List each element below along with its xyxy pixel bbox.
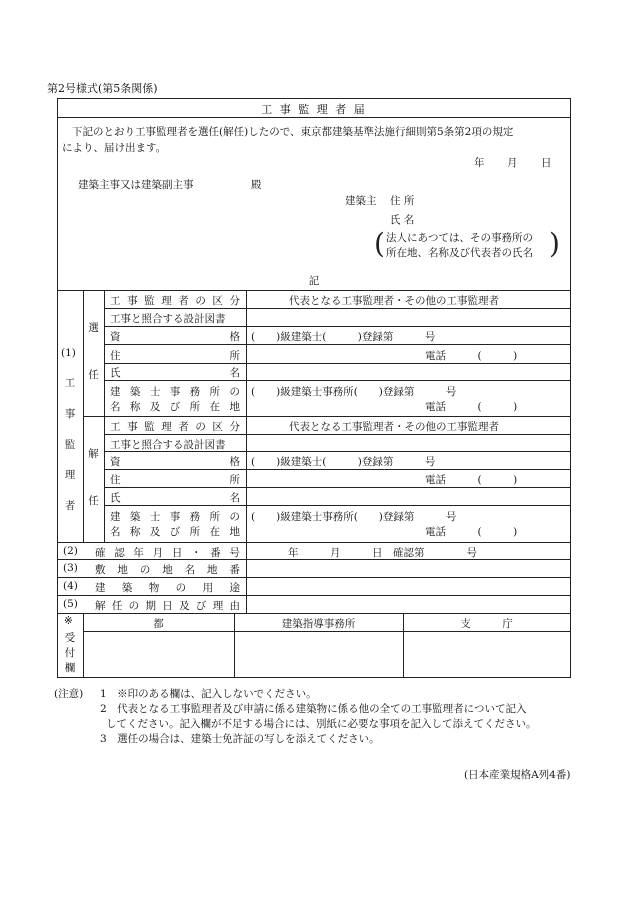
appointed-char: 選 xyxy=(88,322,99,334)
dismissed-category-value: 代表となる工事監理者・その他の工事監理者 xyxy=(289,421,499,433)
intro-line-2: により、届け出ます。 xyxy=(62,142,167,154)
section1-char: 工 xyxy=(64,377,76,389)
reception-col-to: 都 xyxy=(153,618,164,630)
rule xyxy=(57,613,571,614)
section1-bottom xyxy=(57,542,571,543)
section1-char: 理 xyxy=(64,469,76,482)
dismissed-char: 解 xyxy=(88,448,99,460)
appointed-drawings-label: 工事と照合する設計図書 xyxy=(110,313,226,325)
appointed-qualification-label: 資 格 xyxy=(110,331,240,343)
dismissed-qualification-value: ( )級建築士( )登録第 号 xyxy=(251,456,436,468)
frame-right xyxy=(570,98,571,678)
addressee-label: 建築主事又は建築副主事 xyxy=(78,179,194,191)
note-3: 3 選任の場合は、建築士免許証の写しを添えてください。 xyxy=(100,733,380,745)
bracket-close-icon: ) xyxy=(549,227,560,260)
rule xyxy=(104,434,571,435)
appointed-office-label-2: 名 称 及 び 所 在 地 xyxy=(110,401,240,413)
form-number: 第2号様式(第5条関係) xyxy=(47,82,158,95)
note-2b: してください。記入欄が不足する場合には、別紙に必要な事項を記入して添えてください。 xyxy=(106,718,537,730)
dismissed-category-label: 工 事 監 理 者 の 区 分 xyxy=(110,421,240,433)
appointed-category-label: 工 事 監 理 者 の 区 分 xyxy=(110,295,240,307)
appointed-divider xyxy=(83,416,571,417)
s2-value: 年 月 日 確認第 号 xyxy=(288,547,477,559)
frame-bottom xyxy=(57,677,571,678)
rule xyxy=(104,308,571,309)
dismissed-address-label: 住 所 xyxy=(110,474,240,486)
date-year: 年 xyxy=(474,157,485,169)
appointed-office-phone: 電話 ( ) xyxy=(425,401,518,413)
corp-note-1: 法人にあつては、その事務所の xyxy=(386,232,533,244)
intro-line-1: 下記のとおり工事監理者を選任(解任)したので、東京都建築基準法施行細則第5条第2項の規定 xyxy=(72,126,514,138)
s2-number: (2) xyxy=(63,545,78,557)
section1-char: 事 xyxy=(64,407,76,420)
s4-label: 建 築 物 の 用 途 xyxy=(95,582,240,594)
form-title: 工 事 監 理 者 届 xyxy=(261,103,367,116)
appointed-label xyxy=(83,320,104,382)
rule xyxy=(104,326,571,327)
section1-char: 者 xyxy=(64,500,76,512)
reception-char: 付 xyxy=(64,647,76,659)
corp-note-2: 所在地、名称及び代表者の氏名 xyxy=(386,247,533,259)
rule xyxy=(104,380,571,381)
dismissed-office-label-2: 名 称 及 び 所 在 地 xyxy=(110,526,240,538)
title-divider xyxy=(57,117,571,118)
bracket-open-icon: ( xyxy=(374,227,385,260)
rule xyxy=(104,363,571,364)
dismissed-office-label-1: 建 築 士 事 務 所 の xyxy=(110,511,240,523)
addressee-honorific: 殿 xyxy=(251,179,262,191)
dismissed-label xyxy=(83,446,104,508)
dismissed-office-phone: 電話 ( ) xyxy=(425,526,518,538)
dismissed-office-value: ( )級建築士事務所( )登録第 号 xyxy=(251,511,457,523)
appointed-address-label: 住 所 xyxy=(110,350,240,362)
dismissed-name-label: 氏 名 xyxy=(110,492,240,504)
appointed-office-value: ( )級建築士事務所( )登録第 号 xyxy=(251,386,457,398)
appointed-office-label-1: 建 築 士 事 務 所 の xyxy=(110,386,240,398)
footer-spec: (日本産業規格A列4番) xyxy=(464,769,571,781)
appointed-qualification-value: ( )級建築士( )登録第 号 xyxy=(251,331,436,343)
appointed-category-value: 代表となる工事監理者・その他の工事監理者 xyxy=(289,295,499,307)
note-1: 1 ※印のある欄は、記入しないでください。 xyxy=(100,688,317,700)
date-month: 月 xyxy=(507,157,518,169)
appointed-name-label: 氏 名 xyxy=(110,367,240,379)
s2-label: 確 認 年 月 日 ・ 番 号 xyxy=(95,547,240,559)
reception-char: 欄 xyxy=(64,662,76,674)
appointed-address-phone: 電話 ( ) xyxy=(425,350,518,362)
note-2a: 2 代表となる工事監理者及び申請に係る建築物に係る他の全ての工事監理者について記入 xyxy=(100,703,527,715)
section1-char: 監 xyxy=(64,438,76,451)
s4-number: (4) xyxy=(63,580,78,592)
table-top xyxy=(57,290,571,291)
label-col-divider xyxy=(246,290,247,614)
appointed-char: 任 xyxy=(88,369,99,381)
reception-col-branch: 支 庁 xyxy=(460,618,513,630)
s5-label: 解 任 の 期 日 及 び 理 由 xyxy=(95,600,240,612)
rule xyxy=(104,344,571,345)
rule xyxy=(57,577,571,578)
appoint-col-divider xyxy=(104,290,105,543)
reception-label xyxy=(57,630,83,672)
frame-top xyxy=(57,98,571,99)
reception-col-office: 建築指導事務所 xyxy=(281,618,356,630)
reception-mark: ※ xyxy=(64,615,73,627)
rule xyxy=(57,595,571,596)
reception-char: 受 xyxy=(64,632,76,644)
s3-label: 敷 地 の 地 名 地 番 xyxy=(95,564,240,576)
owner-label: 建築主 xyxy=(345,195,377,207)
section1-label xyxy=(57,375,83,513)
dismissed-address-phone: 電話 ( ) xyxy=(425,474,518,486)
owner-name-label: 氏 名 xyxy=(390,214,415,226)
rule xyxy=(104,505,571,506)
reception-header-bottom xyxy=(83,631,571,632)
rule xyxy=(104,487,571,488)
dismissed-char: 任 xyxy=(88,495,99,507)
section1-number: (1) xyxy=(61,347,76,359)
ki-label: 記 xyxy=(308,275,320,287)
rule xyxy=(104,469,571,470)
dismissed-drawings-label: 工事と照合する設計図書 xyxy=(110,439,226,451)
date-day: 日 xyxy=(541,157,552,169)
s3-number: (3) xyxy=(63,562,78,574)
owner-address-label: 住 所 xyxy=(390,195,415,207)
dismissed-qualification-label: 資 格 xyxy=(110,456,240,468)
notes-heading: (注意) xyxy=(54,688,84,700)
s5-number: (5) xyxy=(63,598,78,610)
